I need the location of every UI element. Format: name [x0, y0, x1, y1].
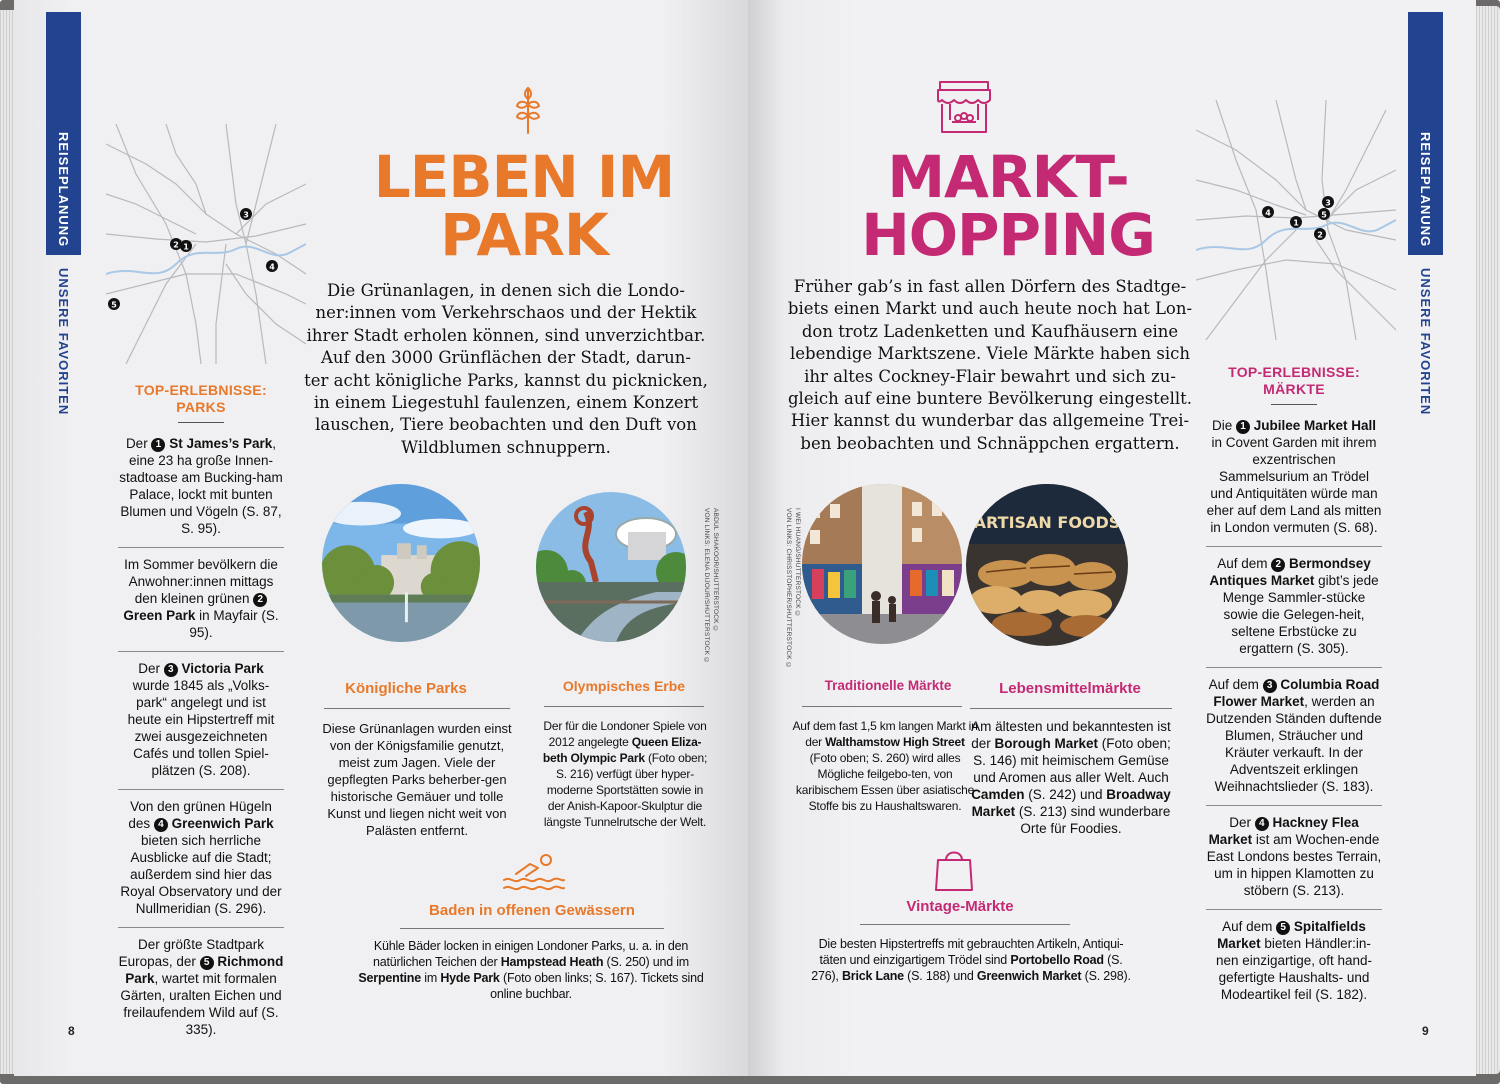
feature-text-traditional [792, 718, 978, 814]
item-place-name: Hackney Flea Market [1208, 815, 1359, 847]
sidebar-title-rule [1271, 404, 1317, 405]
divider-rule [544, 706, 704, 707]
bold-place-name: Portobello Road [1010, 953, 1104, 967]
text-span: (Foto oben; S. 260) wird alles Mögliche feilgebo-ten, von karibischem Essen über asiatische Stoffe bis zu Haushaltswaren. [795, 751, 975, 813]
bold-place-name: Borough Market [994, 736, 1098, 751]
headline-line1: MARKT- [887, 143, 1129, 211]
text-span: (S. 242) und [1024, 787, 1107, 802]
number-badge: 5 [200, 956, 214, 970]
item-text: Im Sommer bevölkern die Anwohner:innen mittags den kleinen grünen [124, 557, 278, 606]
text-span: Die besten Hipstertreffs mit gebrauchten Artikeln, Antiqui-täten und einzigartigem Trödel sind [818, 937, 1124, 967]
page-headline [808, 143, 1208, 269]
number-badge: 2 [1271, 558, 1285, 572]
text-span: (S. 213) sind wunderbare Orte für Foodies. [1015, 804, 1171, 836]
vintage-section-text [808, 936, 1134, 984]
left-page [14, 0, 752, 1076]
map-marker-2-label: 2 [1317, 230, 1323, 240]
top-experiences-parks [118, 382, 284, 1056]
headline-line1: LEBEN IM [373, 143, 675, 211]
feature-title-olympic: Olympisches Erbe [562, 678, 686, 694]
item-text: in Covent Garden mit ihrem exzentrischen Sammelsurium an Trödel und Antiquitäten würde man eher auf dem Land als mitten in London vermuten (S. 68). [1206, 435, 1382, 535]
text-span: Am ältesten und bekanntesten ist der [971, 719, 1171, 751]
item-text: ist am Wochen-ende East Londons bestes Terrain, um in hippen Klamotten zu stöbern (S. 213). [1206, 832, 1382, 898]
sidebar-item [118, 798, 284, 928]
sidebar-item [118, 936, 284, 1048]
map-marker-4-label: 4 [1265, 208, 1271, 218]
swim-section-title: Baden in offenen Gewässern [429, 902, 635, 919]
swimmer-icon [502, 852, 566, 892]
item-place-name: Bermondsey Antiques Market [1209, 556, 1371, 588]
feature-title-food: Lebensmittelmärkte [999, 680, 1141, 697]
item-place-name: Spitalfields Market [1217, 919, 1366, 951]
divider-rule [802, 706, 962, 707]
intro-line: ben beobachten und Schnäppchen ergattern. [800, 433, 1180, 453]
intro-line: lebendige Marktszene. Viele Märkte haben sich [790, 344, 1190, 364]
item-text: Auf dem [1217, 556, 1272, 571]
item-text: , wartet mit formalen Gärten, uralten Eichen und freilaufendem Wild auf (S. 335). [120, 971, 282, 1037]
bold-place-name: Brick Lane [841, 969, 904, 983]
bold-place-name: Camden [971, 787, 1025, 802]
intro-paragraph [776, 276, 1204, 455]
item-text: Der [1229, 815, 1255, 830]
map-marker-4-label: 4 [269, 262, 275, 272]
bold-place-name: Broadway Market [971, 787, 1171, 819]
intro-line: ter acht königliche Parks, kannst du picknicken, [304, 370, 708, 390]
sidebar-title [118, 382, 284, 416]
item-text: bieten Händler:in-nen einzigartige, oft hand-gefertigte Haushalts- und Modeartikel feil (S. 182). [1215, 936, 1373, 1002]
sidebar-item [118, 660, 284, 790]
sidebar-title-line1: TOP-ERLEBNISSE: [1228, 364, 1360, 380]
bold-place-name: Greenwich Market [976, 969, 1082, 983]
intro-line: Wildblumen schnuppern. [401, 437, 611, 457]
subsection-label: UNSERE FAVORITEN [1418, 268, 1433, 416]
sidebar-title [1206, 364, 1382, 398]
page-number: 9 [1422, 1024, 1429, 1038]
page-number: 8 [68, 1024, 75, 1038]
section-label: REISEPLANUNG [56, 132, 71, 248]
number-badge: 4 [154, 818, 168, 832]
text-span: (S. 276), [811, 953, 1123, 983]
sidebar-item [1206, 918, 1382, 1013]
item-text: Von den grünen Hügeln des [128, 799, 272, 831]
page-edges-right [1474, 6, 1500, 1074]
bold-place-name: Hampstead Heath [500, 955, 604, 969]
item-text: Der [138, 661, 164, 676]
food-market-photo [966, 484, 1128, 646]
number-badge: 1 [151, 438, 165, 452]
intro-line: Auf den 3000 Grünflächen der Stadt, darun- [320, 348, 692, 368]
bold-place-name: Walthamstow High Street [825, 735, 965, 749]
item-text: Die [1211, 418, 1236, 433]
number-badge: 5 [1276, 921, 1290, 935]
item-text: Der größte Stadtpark Europas, der [118, 937, 265, 969]
map-graphic [106, 124, 306, 364]
item-text: Auf dem [1208, 677, 1263, 692]
sidebar-title-line1: TOP-ERLEBNISSE: [135, 382, 267, 398]
bold-place-name: Serpentine [358, 971, 421, 985]
photo-credit-1: VON LINKS: CHRISSTOPHER/SHUTTERSTOCK © [785, 508, 792, 669]
page-headline [314, 143, 734, 269]
sidebar-title-line2: MÄRKTE [1263, 381, 1325, 397]
number-badge: 4 [1255, 817, 1269, 831]
map-marker-1-label: 1 [183, 242, 189, 252]
item-text: Auf dem [1222, 919, 1277, 934]
divider-rule [324, 708, 510, 709]
feature-text-olympic [540, 718, 710, 830]
item-place-name: Columbia Road Flower Market [1213, 677, 1380, 709]
number-badge: 3 [1263, 679, 1277, 693]
sidebar-title-rule [178, 422, 224, 423]
intro-line: biets einen Markt und auch heute noch hat Lon- [787, 299, 1193, 319]
olympic-park-photo [536, 492, 686, 642]
sidebar-item [1206, 417, 1382, 547]
text-span: Auf dem fast 1,5 km langen Markt in der [792, 719, 978, 749]
number-badge: 1 [1236, 420, 1250, 434]
bold-place-name: Hyde Park [440, 971, 500, 985]
shopping-bag-icon [934, 846, 974, 892]
item-text: , werden an Dutzenden Ständen duftende Blumen, Sträucher und Kräuter verkauft. In der Adventszeit erklingen Weihnachtslieder (S. 183). [1206, 694, 1382, 794]
map-marker-1-label: 1 [1293, 218, 1299, 228]
sidebar-item [1206, 555, 1382, 668]
intro-line: Die Grünanlagen, in denen sich die Londo- [327, 281, 685, 300]
divider-rule [970, 708, 1172, 709]
intro-paragraph [292, 280, 720, 459]
divider-rule [860, 924, 1070, 925]
intro-line: gleich auf eine buntere Bevölkerung eingestellt. [787, 389, 1193, 409]
intro-line: ner:innen vom Verkehrschaos und der Hektik [315, 303, 697, 323]
intro-line: ihr altes Cockney-Flair bewahrt und sich zu- [804, 366, 1176, 386]
number-badge: 3 [164, 663, 178, 677]
bold-place-name: Queen Eliza-beth Olympic Park [542, 735, 702, 765]
item-place-name: Greenwich Park [171, 816, 274, 831]
intro-line: ihrer Stadt erholen können, sind unverzichtbar. [306, 325, 706, 345]
intro-line: Hier kannst du wunderbar das allgemeine Trei- [790, 411, 1190, 431]
section-label: REISEPLANUNG [1418, 132, 1433, 248]
street-market-photo [802, 484, 962, 644]
text-span: (S. 188) und [903, 969, 977, 983]
text-span: (S. 298). [1081, 969, 1131, 983]
parks-map [106, 124, 306, 364]
number-badge: 2 [253, 593, 267, 607]
sidebar-title-line2: PARKS [176, 399, 226, 415]
section-tab [46, 12, 81, 255]
map-graphic [1196, 100, 1396, 340]
item-text: gibt’s jede Menge Sammler-stücke sowie die Gelegen-heit, seltene Erbstücke zu ergattern (S. 305). [1222, 573, 1379, 656]
food-stall-sign: ARTISAN FOODS [973, 513, 1121, 532]
text-span: (Foto oben links; S. 167). Tickets sind online buchbar. [490, 971, 704, 1001]
subsection-label: UNSERE FAVORITEN [56, 268, 71, 416]
intro-line: in einem Liegestuhl faulenzen, einem Konzert [313, 393, 699, 413]
market-stall-icon [934, 80, 994, 136]
map-marker-5-label: 5 [1321, 210, 1327, 220]
item-text: , eine 23 ha große Innen-stadtoase am Bucking-ham Palace, lockt mit bunten Blumen und Vögeln (S. 87, S. 95). [119, 436, 283, 536]
item-place-name: St James’s Park [169, 436, 273, 451]
item-text: in Mayfair (S. 95). [189, 608, 279, 640]
right-page [748, 0, 1476, 1076]
feature-title-traditional: Traditionelle Märkte [824, 678, 952, 693]
sidebar-item [118, 435, 284, 548]
text-span: (Foto oben; S. 216) verfügt über hyper-moderne Sportstätten sowie in der Anish-Kapoor-Skulptur die längste Tunnelrutsche der Welt. [543, 751, 708, 829]
map-marker-2-label: 2 [173, 240, 179, 250]
item-text: Der [125, 436, 152, 451]
photo-credit-2: I WEI HUANG/SHUTTERSTOCK © [794, 508, 801, 618]
vintage-section-title: Vintage-Märkte [906, 898, 1014, 915]
royal-park-photo [322, 484, 480, 642]
text-span: Der für die Londoner Spiele von 2012 angelegte [543, 719, 707, 749]
item-place-name: Richmond Park [125, 954, 284, 986]
photo-credit-2: ABDUL SHAKOOR/SHUTTERSTOCK © [712, 508, 719, 633]
map-marker-3-label: 3 [243, 210, 249, 220]
text-span: (Foto oben; S. 146) mit heimischem Gemüse und Aromen aus aller Welt. Auch [973, 736, 1171, 785]
markets-map [1196, 100, 1396, 340]
top-experiences-markets [1206, 364, 1382, 1021]
headline-line2: PARK [440, 201, 608, 269]
item-text: bieten sich herrliche Ausblicke auf die Stadt; außerdem sind hier das Royal Observatory und der Nullmeridian (S. 296). [120, 833, 282, 916]
photo-credit-1: VON LINKS: ELENA DIJOUR/SHUTTERSTOCK © [703, 508, 710, 665]
intro-line: Früher gab’s in fast allen Dörfern des Stadtge- [793, 277, 1187, 296]
feature-text-food [966, 718, 1176, 837]
item-text: wurde 1845 als „Volks-park“ angelegt und ist heute ein Hipstertreff mit zwei ausgezeichneten Cafés und tollen Spiel-plätzen (S. 208). [127, 678, 275, 778]
text-span: Kühle Bäder locken in einigen Londoner Parks, u. a. in den natürlichen Teichen der [372, 939, 689, 969]
feature-title-royal-parks: Königliche Parks [345, 680, 467, 697]
divider-rule [400, 928, 664, 929]
text-span: im [421, 971, 441, 985]
sidebar-item [1206, 676, 1382, 806]
map-marker-3-label: 3 [1325, 198, 1331, 208]
text-span: (S. 250) und im [603, 955, 690, 969]
item-place-name: Green Park [123, 608, 196, 623]
item-place-name: Victoria Park [181, 661, 264, 676]
sidebar-item [1206, 814, 1382, 910]
map-marker-5-label: 5 [111, 300, 117, 310]
section-tab [1408, 12, 1443, 255]
swim-section-text [350, 938, 712, 1002]
intro-line: lauschen, Tiere beobachten und den Duft von [315, 415, 697, 435]
item-place-name: Jubilee Market Hall [1253, 418, 1377, 433]
wheat-icon [504, 84, 552, 134]
feature-text-royal-parks: Diese Grünanlagen wurden einst von der Königsfamilie genutzt, meist zum Jagen. Viele der gepflegten Parks beherber-gen historische Gemäuer und tolle Kunst und liegen nicht weit von Palästen entfernt. [322, 721, 512, 838]
intro-line: don trotz Ladenketten und Kaufhäusern eine [801, 321, 1179, 341]
headline-line2: HOPPING [861, 201, 1155, 269]
sidebar-item [118, 556, 284, 652]
